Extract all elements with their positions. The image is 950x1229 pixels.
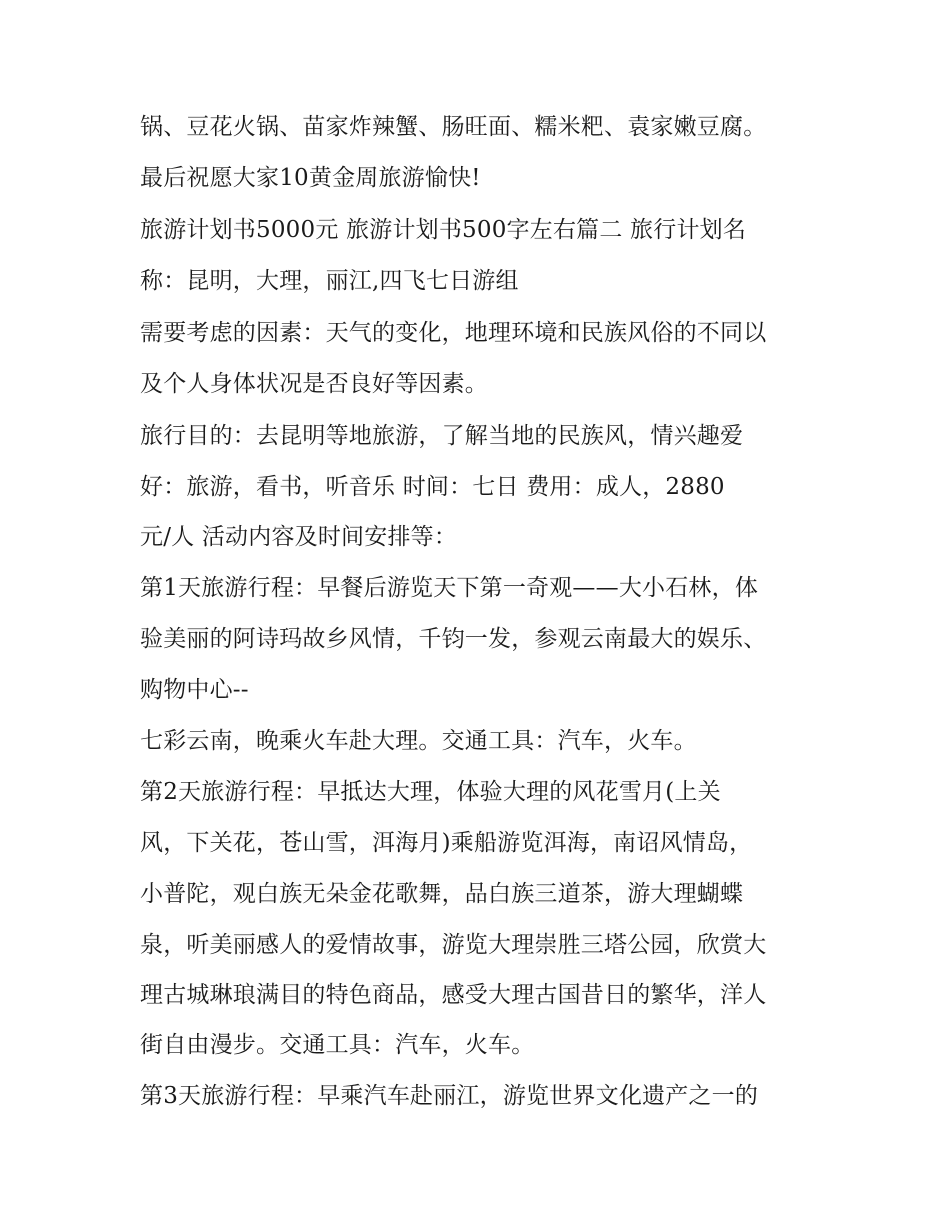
text-line: 锅、豆花火锅、苗家炸辣蟹、肠旺面、糯米粑、袁家嫩豆腐。 [140,114,767,140]
text-line: 最后祝愿大家10黄金周旅游愉快! [140,165,481,191]
text-line: 旅行目的：去昆明等地旅游，了解当地的民族风，情兴趣爱 [140,423,744,449]
text-line: 七彩云南，晚乘火车赴大理。交通工具：汽车，火车。 [140,728,697,754]
text-line: 街自由漫步。交通工具：汽车，火车。 [140,1032,535,1058]
text-line: 风，下关花，苍山雪，洱海月)乘船游览洱海，南诏风情岛， [140,830,753,856]
text-line: 第3天旅游行程：早乘汽车赴丽江，游览世界文化遗产之一的 [140,1083,759,1109]
text-line: 第2天旅游行程：早抵达大理，体验大理的风花雪月(上关 [140,779,721,805]
text-line: 及个人身体状况是否良好等因素。 [140,371,488,397]
text-line: 称：昆明，大理，丽江,四飞七日游组 [140,268,519,294]
text-line: 第1天旅游行程：早餐后游览天下第一奇观——大小石林，体 [140,575,759,601]
text-line: 需要考虑的因素：天气的变化，地理环境和民族风俗的不同以 [140,320,767,346]
text-line: 泉，听美丽感人的爱情故事，游览大理崇胜三塔公园，欣赏大 [140,932,767,958]
text-line: 好：旅游，看书，听音乐 时间：七日 费用：成人，2880 [140,474,725,500]
text-line: 购物中心-- [140,677,249,703]
text-line: 理古城琳琅满目的特色商品，感受大理古国昔日的繁华，洋人 [140,982,767,1008]
text-line: 旅游计划书5000元 旅游计划书500字左右篇二 旅行计划名 [140,217,747,243]
text-line: 元/人 活动内容及时间安排等： [140,524,458,550]
text-line: 验美丽的阿诗玛故乡风情，千钧一发，参观云南最大的娱乐、 [140,626,767,652]
text-line: 小普陀，观白族无朵金花歌舞，品白族三道茶，游大理蝴蝶 [140,881,744,907]
